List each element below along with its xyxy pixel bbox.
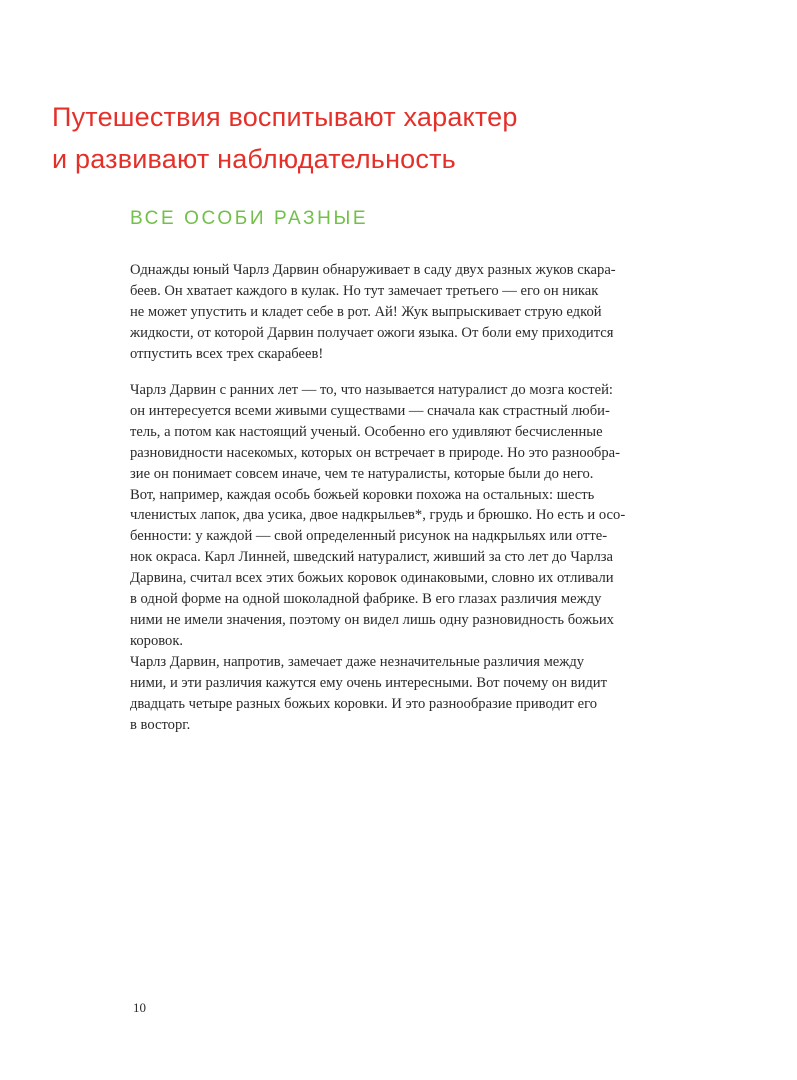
paragraph xyxy=(130,260,670,365)
text-line: Дарвина, считал всех этих божьих коровок одинаковыми, словно их отливали xyxy=(130,570,614,587)
text-line: в одной форме на одной шоколадной фабрике. В его глазах различия между xyxy=(130,591,602,608)
text-line: Чарлз Дарвин, напротив, замечает даже незначительные различия между xyxy=(130,654,585,670)
text-line: Чарлз Дарвин с ранних лет — то, что называется натуралист до мозга костей: xyxy=(130,382,613,398)
text-line: бенности: у каждой — свой определенный рисунок на надкрыльях или отте- xyxy=(130,528,608,545)
text-line: коровок. xyxy=(130,632,184,649)
text-line: не может упустить и кладет себе в рот. Ай! Жук выпрыскивает струю едкой xyxy=(130,303,602,320)
text-line: зие он понимает совсем иначе, чем те натуралисты, которые были до него. xyxy=(130,465,594,482)
text-line: ними не имели значения, поэтому он видел лишь одну разновидность божьих xyxy=(130,611,614,628)
text-line: членистых лапок, два усика, двое надкрыльев*, грудь и брюшко. Но есть и осо- xyxy=(130,507,626,524)
text-line: Однажды юный Чарлз Дарвин обнаруживает в саду двух разных жуков скара- xyxy=(130,262,616,278)
text-line: отпустить всех трех скарабеев! xyxy=(130,345,324,362)
text-line: двадцать четыре разных божьих коровки. И это разнообразие приводит его xyxy=(130,695,597,712)
text-line: в восторг. xyxy=(130,716,191,733)
section-heading: ВСЕ ОСОБИ РАЗНЫЕ xyxy=(130,208,369,229)
text-line: разновидности насекомых, которых он встречает в природе. Но это разнообра- xyxy=(130,444,620,461)
text-line: нок окраса. Карл Линней, шведский натуралист, живший за сто лет до Чарлза xyxy=(130,549,613,566)
page-number: 10 xyxy=(133,1000,146,1015)
text-line: Вот, например, каждая особь божьей коровки похожа на остальных: шесть xyxy=(130,486,595,503)
page-title-line: и развивают наблюдательность xyxy=(52,144,456,174)
page-title xyxy=(52,96,752,180)
page-title-line: Путешествия воспитывают характер xyxy=(52,102,518,132)
text-line: он интересуется всеми живыми существами — сначала как страстный люби- xyxy=(130,402,610,419)
paragraph xyxy=(130,380,670,652)
text-line: тель, а потом как настоящий ученый. Особенно его удивляют бесчисленные xyxy=(130,423,603,440)
text-line: беев. Он хватает каждого в кулак. Но тут замечает третьего — его он никак xyxy=(130,282,599,299)
text-line: ними, и эти различия кажутся ему очень интересными. Вот почему он видит xyxy=(130,674,607,691)
paragraph xyxy=(130,652,670,736)
text-line: жидкости, от которой Дарвин получает ожоги языка. От боли ему приходится xyxy=(130,324,614,341)
